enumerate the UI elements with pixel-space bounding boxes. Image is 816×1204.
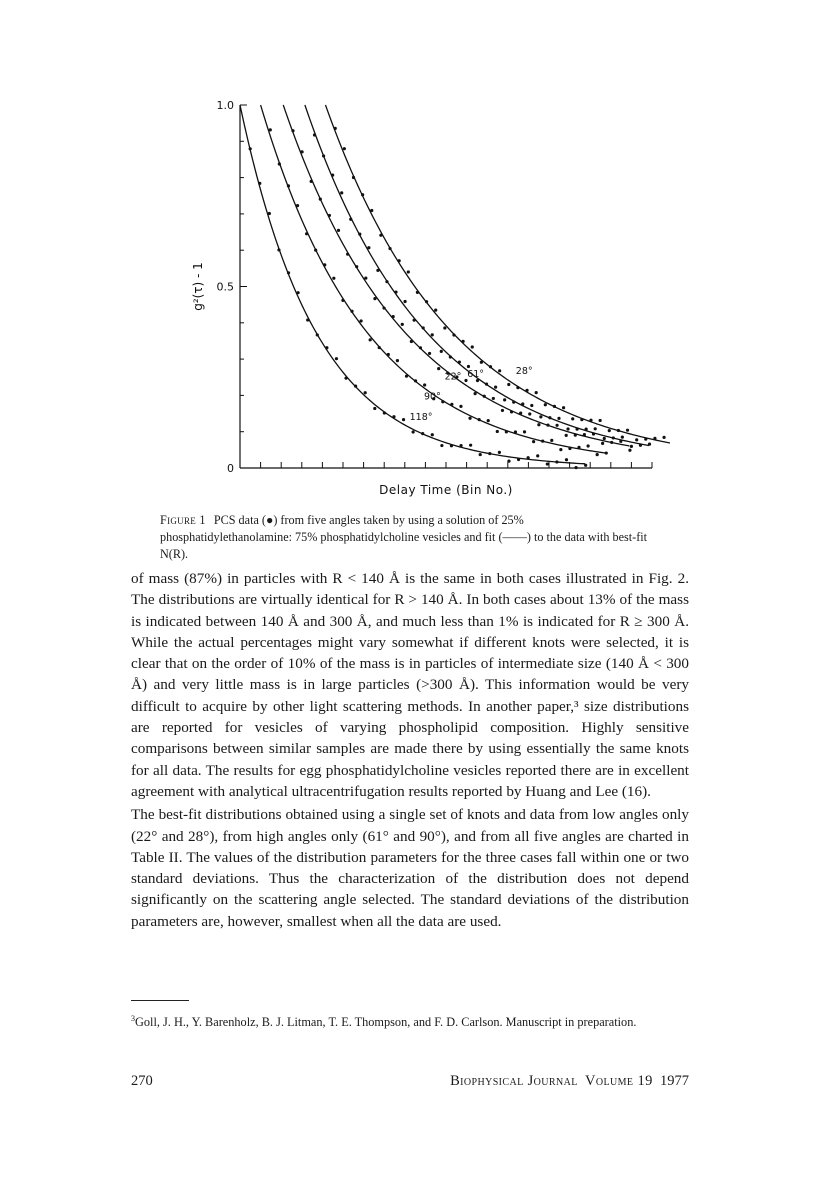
data-point <box>364 276 367 279</box>
data-point <box>416 291 419 294</box>
data-point <box>340 191 343 194</box>
data-point <box>521 402 524 405</box>
paragraph-2: The best-fit distributions obtained using a single set of knots and data from low angles only (22° and 28°), from high angles only (61° and 90°), and from all five angles are charted in Table II. The values of the distribution parameters for the three cases fall within one or two standard deviations. Thus the characterization of the distribution does not depend significantly on the scattering angle selected. The standard deviations of the distribution parameters are, however, smallest when all the data are used. <box>131 806 689 930</box>
data-point <box>544 403 547 406</box>
data-point <box>525 389 528 392</box>
data-point <box>577 446 580 449</box>
data-point <box>653 437 656 440</box>
data-point <box>441 400 444 403</box>
data-point <box>398 259 401 262</box>
data-point <box>630 445 633 448</box>
data-point <box>555 424 558 427</box>
data-point <box>479 453 482 456</box>
data-point <box>277 248 280 251</box>
data-point <box>546 424 549 427</box>
data-point <box>589 419 592 422</box>
data-point <box>392 415 395 418</box>
data-point <box>584 464 587 467</box>
data-point <box>344 377 347 380</box>
data-point <box>541 440 544 443</box>
data-point <box>306 318 309 321</box>
data-point <box>519 412 522 415</box>
y-axis-label: g²(τ) - 1 <box>191 262 205 311</box>
data-point <box>428 352 431 355</box>
data-point <box>603 437 606 440</box>
data-point <box>505 430 508 433</box>
data-point <box>532 440 535 443</box>
data-point <box>359 319 362 322</box>
data-point <box>599 419 602 422</box>
figure-label: Figure 1 <box>160 513 206 527</box>
data-point <box>550 439 553 442</box>
data-point <box>492 397 495 400</box>
data-point <box>392 315 395 318</box>
page-footer <box>131 1073 689 1093</box>
data-point <box>296 204 299 207</box>
data-point <box>434 309 437 312</box>
data-point <box>402 418 405 421</box>
data-point <box>343 147 346 150</box>
data-point <box>557 417 560 420</box>
data-point <box>612 436 615 439</box>
fit-curve-5 <box>325 105 670 444</box>
data-point <box>489 365 492 368</box>
data-point <box>621 436 624 439</box>
data-point <box>514 430 517 433</box>
data-point <box>462 340 465 343</box>
data-point <box>478 418 481 421</box>
data-point <box>546 462 549 465</box>
footnote-marker: 3 <box>131 1014 135 1023</box>
data-point <box>601 442 604 445</box>
data-point <box>403 300 406 303</box>
fit-curve-3 <box>283 105 629 446</box>
data-point <box>528 412 531 415</box>
data-point <box>310 180 313 183</box>
data-point <box>516 386 519 389</box>
data-point <box>431 433 434 436</box>
data-point <box>258 182 261 185</box>
data-point <box>278 162 281 165</box>
journal-volume: Volume 19 <box>585 1073 653 1089</box>
y-tick-label: 1.0 <box>216 99 234 112</box>
data-point <box>414 379 417 382</box>
data-point <box>648 443 651 446</box>
data-point <box>510 410 513 413</box>
data-point <box>335 357 338 360</box>
data-point <box>322 154 325 157</box>
data-point <box>586 444 589 447</box>
data-point <box>539 415 542 418</box>
data-point <box>580 418 583 421</box>
data-point <box>383 411 386 414</box>
x-axis-label: Delay Time (Bin No.) <box>379 483 513 497</box>
data-point <box>314 249 317 252</box>
footnote-rule <box>131 1000 189 1001</box>
y-tick-label: 0.5 <box>216 280 234 294</box>
data-point <box>555 460 558 463</box>
data-point <box>517 458 520 461</box>
data-point <box>494 386 497 389</box>
data-point <box>474 392 477 395</box>
data-point <box>341 299 344 302</box>
data-point <box>419 346 422 349</box>
figure-caption <box>160 512 652 563</box>
data-point <box>334 127 337 130</box>
data-point <box>349 218 352 221</box>
data-point <box>421 432 424 435</box>
data-point <box>388 247 391 250</box>
data-point <box>559 448 562 451</box>
data-point <box>319 198 322 201</box>
data-point <box>628 449 631 452</box>
journal-name: Biophysical Journal <box>450 1073 578 1089</box>
data-point <box>450 444 453 447</box>
data-point <box>337 229 340 232</box>
paragraph-1: of mass (87%) in particles with R < 140 Å is the same in both cases illustrated in Fig. 2. The distributions are virtually identical for R > 140 Å. In both cases about 13% of the mass is indicated between 140 Å and 300 Å, and much less than 1% is indicated for R ≥ 300 Å. While the actual percentages might vary somewhat if different knots were selected, it is clear that on the order of 10% of the mass is in particles of intermediate size (140 Å < 300 Å) and very little mass is in large particles (>300 Å). This information would be very difficult to acquire by other light scattering methods. In another paper,³ size distributions are reported for vesicles of varying phospholipid composition. Highly sensitive comparisons between similar samples are made there by using essentially the same knots for all data. The results for egg phosphatidylcholine vesicles reported there are in excellent agreement with analytical ultracentrifugation results reported by Huang and Lee (16). <box>131 570 689 800</box>
data-point <box>566 427 569 430</box>
data-point <box>469 444 472 447</box>
data-point <box>287 184 290 187</box>
data-point <box>523 430 526 433</box>
data-point <box>574 466 577 469</box>
data-point <box>617 429 620 432</box>
data-point <box>639 444 642 447</box>
data-point <box>412 430 415 433</box>
data-point <box>596 453 599 456</box>
data-point <box>355 265 358 268</box>
data-point <box>313 133 316 136</box>
data-point <box>325 346 328 349</box>
data-point <box>483 395 486 398</box>
data-point <box>498 369 501 372</box>
data-point <box>467 365 470 368</box>
data-point <box>358 232 361 235</box>
data-point <box>437 367 440 370</box>
data-point <box>459 444 462 447</box>
data-point <box>458 360 461 363</box>
data-point <box>501 409 504 412</box>
data-point <box>354 384 357 387</box>
data-point <box>608 429 611 432</box>
data-point <box>425 300 428 303</box>
data-point <box>367 246 370 249</box>
data-point <box>440 350 443 353</box>
data-point <box>364 391 367 394</box>
data-point <box>373 297 376 300</box>
data-point <box>323 263 326 266</box>
data-point <box>249 147 252 150</box>
journal-info <box>450 1073 689 1090</box>
data-point <box>512 401 515 404</box>
data-point <box>346 253 349 256</box>
data-point <box>610 441 613 444</box>
data-point <box>316 333 319 336</box>
data-point <box>585 427 588 430</box>
data-point <box>487 419 490 422</box>
data-point <box>443 326 446 329</box>
footnote-text: Goll, J. H., Y. Barenholz, B. J. Litman, T. E. Thompson, and F. D. Carlson. Manuscript in preparation. <box>135 1015 637 1030</box>
data-point <box>291 129 294 132</box>
data-point <box>496 430 499 433</box>
caption-text: PCS data (●) from five angles taken by using a solution of 25% phosphatidylethanolamine: 75% phosphatidylcholine vesicles and fit (——) to the data with best-fit N(R). <box>160 513 648 561</box>
data-point <box>407 270 410 273</box>
data-point <box>488 452 491 455</box>
data-point <box>635 438 638 441</box>
data-point <box>503 398 506 401</box>
data-point <box>328 214 331 217</box>
data-point <box>536 454 539 457</box>
data-point <box>387 353 390 356</box>
data-point <box>379 234 382 237</box>
data-point <box>548 416 551 419</box>
data-point <box>480 361 483 364</box>
data-point <box>331 174 334 177</box>
data-point <box>382 306 385 309</box>
data-point <box>440 444 443 447</box>
data-point <box>530 404 533 407</box>
data-point <box>535 391 538 394</box>
journal-year: 1977 <box>660 1073 689 1089</box>
data-point <box>507 460 510 463</box>
data-point <box>468 417 471 420</box>
data-point <box>562 406 565 409</box>
data-point <box>662 436 665 439</box>
page-number: 270 <box>131 1073 153 1089</box>
series-label-5: 28° <box>515 365 533 377</box>
data-point <box>527 456 530 459</box>
y-tick-label: 0 <box>227 462 234 475</box>
series-label-4: 61° <box>467 368 485 380</box>
footnote <box>131 1011 731 1030</box>
data-point <box>626 429 629 432</box>
decay-chart <box>190 90 670 500</box>
data-point <box>378 346 381 349</box>
body-text <box>131 568 689 932</box>
data-point <box>507 383 510 386</box>
series-label-1: 118° <box>409 412 433 424</box>
data-point <box>297 291 300 294</box>
data-point <box>394 290 397 293</box>
data-point <box>413 319 416 322</box>
data-point <box>644 438 647 441</box>
data-point <box>361 193 364 196</box>
data-point <box>350 310 353 313</box>
data-point <box>332 277 335 280</box>
data-point <box>537 423 540 426</box>
data-point <box>594 427 597 430</box>
data-point <box>268 212 271 215</box>
data-point <box>485 383 488 386</box>
data-point <box>553 405 556 408</box>
data-point <box>450 403 453 406</box>
data-point <box>373 407 376 410</box>
data-point <box>370 209 373 212</box>
figure-1 <box>190 90 670 500</box>
data-point <box>574 434 577 437</box>
data-point <box>583 433 586 436</box>
data-point <box>423 383 426 386</box>
data-point <box>300 150 303 153</box>
data-point <box>287 271 290 274</box>
data-point <box>459 405 462 408</box>
data-point <box>376 269 379 272</box>
data-point <box>269 128 272 131</box>
data-point <box>369 338 372 341</box>
data-point <box>568 447 571 450</box>
data-point <box>605 451 608 454</box>
data-point <box>565 458 568 461</box>
data-point <box>422 326 425 329</box>
fit-curve-4 <box>305 105 649 446</box>
data-point <box>575 428 578 431</box>
data-point <box>410 340 413 343</box>
series-label-3: 22° <box>444 371 462 383</box>
series-label-2: 90° <box>424 391 441 403</box>
data-point <box>452 333 455 336</box>
data-point <box>385 280 388 283</box>
data-point <box>449 355 452 358</box>
data-point <box>401 323 404 326</box>
data-point <box>431 333 434 336</box>
data-point <box>565 434 568 437</box>
data-point <box>396 359 399 362</box>
data-point <box>405 375 408 378</box>
data-point <box>305 232 308 235</box>
data-point <box>471 345 474 348</box>
data-point <box>571 417 574 420</box>
data-point <box>352 176 355 179</box>
data-point <box>498 451 501 454</box>
